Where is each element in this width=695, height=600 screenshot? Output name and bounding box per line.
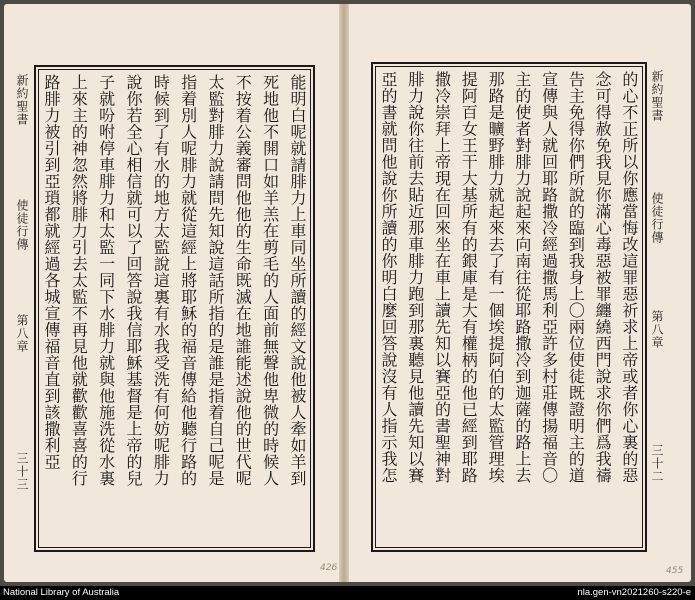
left-page bbox=[4, 4, 343, 582]
left-column-6: 時候到了有水的地方太監說這裏有水我受洗有何妨呢腓力 bbox=[151, 74, 171, 487]
left-column-1: 能明白呢就請腓力上車同坐所讀的經文說他被人牽如羊到 bbox=[287, 74, 307, 487]
right-page-number: 三十二 bbox=[650, 444, 664, 483]
left-column-3: 不按着公義審問他他的生命既滅在地誰能述說他的世代呢 bbox=[233, 74, 253, 487]
left-column-4: 太監對腓力說請問先知說這話所指的是誰是指着自己呢是 bbox=[205, 74, 225, 487]
right-text-frame bbox=[371, 62, 647, 552]
right-column-1: 的心不正所以你應當悔改這罪惡祈求上帝或者你心裏的惡 bbox=[619, 71, 639, 484]
left-text-columns bbox=[42, 74, 307, 544]
right-column-2: 念可得赦免我見你滿心毒惡被罪纏繞西門說求你們爲我禱 bbox=[593, 71, 613, 484]
left-text-frame bbox=[34, 65, 315, 552]
left-running-book-title: 新約聖書 bbox=[15, 74, 29, 126]
footer-bar bbox=[0, 586, 695, 600]
left-column-9: 上來主的神忽然將腓力引去太監不再見他就歡歡喜喜的行 bbox=[69, 74, 89, 487]
right-column-9: 腓力說你往前去貼近那車腓力跑到那裏聽見他讀先知以賽 bbox=[405, 71, 425, 484]
left-column-8: 子就吩咐停車腓力和太監一同下水腓力就與他施洗從水裏 bbox=[96, 74, 116, 487]
pencil-mark-left: 426 bbox=[320, 563, 338, 573]
right-text-columns bbox=[379, 71, 639, 544]
pencil-mark-right: 455 bbox=[666, 566, 684, 576]
left-column-10: 路腓力被引到亞瑣都就經過各城宣傳福音直到該撒利亞 bbox=[42, 74, 61, 470]
right-column-6: 那路是曠野腓力就起來去了有一個埃提阿伯的太監管理埃 bbox=[486, 71, 506, 484]
left-running-section: 使徒行傳 bbox=[15, 199, 29, 251]
item-reference: nla.gen-vn2021260-s220-e bbox=[577, 587, 691, 598]
right-running-book-title: 新約聖書 bbox=[650, 70, 664, 122]
right-column-5: 主的使者對腓力說起來向南往從耶路撒冷到迦薩的路上去 bbox=[512, 71, 532, 484]
right-running-chapter: 第八章 bbox=[650, 310, 664, 349]
left-column-7: 說你若全心相信就可以了回答說我信耶穌基督是上帝的兒 bbox=[123, 74, 143, 487]
left-running-chapter: 第八章 bbox=[15, 314, 29, 353]
right-running-section: 使徒行傳 bbox=[650, 192, 664, 244]
library-credit: National Library of Australia bbox=[3, 587, 120, 598]
right-column-7: 提阿百女王干大基所有的銀庫是大有權柄的他已經到耶路 bbox=[459, 71, 479, 484]
left-column-2: 死地他不開口如羊羔在剪毛的人面前無聲他卑微的時候人 bbox=[260, 74, 280, 487]
right-column-8: 撒冷崇拜上帝現在回來坐在車上讀先知以賽亞的書聖神對 bbox=[432, 71, 452, 484]
left-page-number: 三十三 bbox=[15, 452, 29, 491]
right-page bbox=[349, 4, 691, 582]
right-column-3: 告主免得你們所說的臨到我身上〇兩位使徒既證明主的道 bbox=[566, 71, 586, 484]
right-column-10: 亞的書就問他說你所讀的你明白麼回答說沒有人指示我怎 bbox=[379, 71, 398, 484]
left-column-5: 指着別人呢腓力就從這經上將耶穌的福音傳給他聽行路的 bbox=[178, 74, 198, 487]
right-column-4: 宣傳與人就回耶路撒冷經過撒馬利亞許多村莊傳揚福音〇 bbox=[539, 71, 559, 484]
